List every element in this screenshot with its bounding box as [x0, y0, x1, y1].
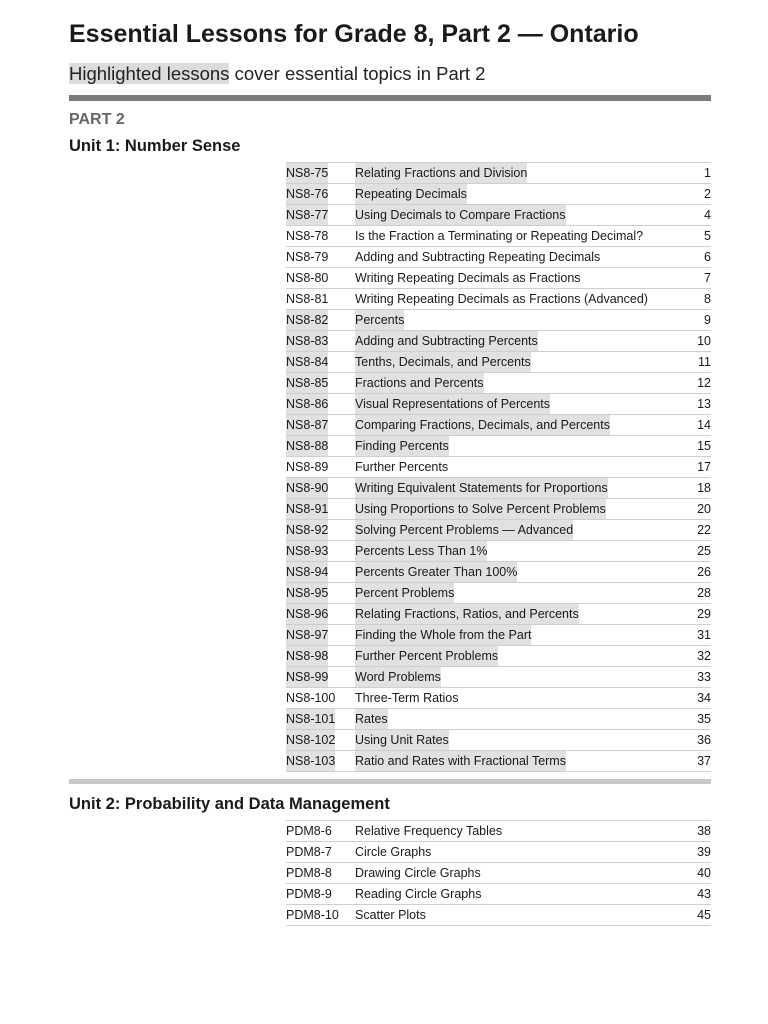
lesson-page: 11: [698, 355, 711, 369]
lesson-name: Rates: [355, 709, 388, 729]
lesson-code: NS8-75: [286, 163, 328, 183]
lesson-row: [286, 709, 711, 730]
subtitle-highlight: Highlighted lessons: [69, 63, 230, 84]
lesson-name: Relating Fractions and Division: [355, 163, 527, 183]
lesson-page: 7: [704, 271, 711, 285]
lesson-code: NS8-77: [286, 205, 328, 225]
lesson-page: 28: [697, 586, 711, 600]
unit-2-lesson-table: [286, 820, 711, 926]
lesson-row: [286, 499, 711, 520]
unit-1-lesson-table: [286, 162, 711, 772]
lesson-page: 39: [697, 845, 711, 859]
lesson-code: NS8-80: [286, 271, 329, 285]
lesson-code: PDM8-10: [286, 908, 339, 922]
lesson-row: [286, 184, 711, 205]
lesson-page: 22: [697, 523, 711, 537]
lesson-page: 37: [697, 754, 711, 768]
lesson-name: Adding and Subtracting Percents: [355, 331, 538, 351]
lesson-page: 13: [697, 397, 711, 411]
lesson-page: 14: [697, 418, 711, 432]
lesson-name: Further Percents: [355, 460, 449, 474]
lesson-code: NS8-94: [286, 562, 328, 582]
lesson-row: [286, 863, 711, 884]
lesson-page: 35: [697, 712, 711, 726]
page-subtitle: [69, 61, 485, 87]
lesson-name: Finding the Whole from the Part: [355, 625, 531, 645]
lesson-name: Word Problems: [355, 667, 441, 687]
lesson-row: [286, 205, 711, 226]
part-label: PART 2: [69, 111, 125, 128]
lesson-page: 36: [697, 733, 711, 747]
lesson-name: Finding Percents: [355, 436, 449, 456]
lesson-row: [286, 751, 711, 772]
lesson-page: 9: [704, 313, 711, 327]
lesson-code: NS8-82: [286, 310, 328, 330]
lesson-row: [286, 884, 711, 905]
lesson-page: 32: [697, 649, 711, 663]
lesson-code: NS8-84: [286, 352, 328, 372]
lesson-page: 25: [697, 544, 711, 558]
lesson-code: NS8-103: [286, 751, 335, 771]
lesson-code: NS8-97: [286, 625, 328, 645]
lesson-code: NS8-91: [286, 499, 328, 519]
lesson-row: [286, 226, 711, 247]
lesson-page: 5: [704, 229, 711, 243]
lesson-name: Percent Problems: [355, 583, 454, 603]
lesson-name: Reading Circle Graphs: [355, 887, 482, 901]
lesson-name: Comparing Fractions, Decimals, and Percents: [355, 415, 610, 435]
lesson-row: [286, 562, 711, 583]
lesson-name: Using Unit Rates: [355, 730, 449, 750]
lesson-row: [286, 310, 711, 331]
lesson-code: NS8-85: [286, 373, 328, 393]
lesson-code: NS8-78: [286, 229, 329, 243]
lesson-row: [286, 352, 711, 373]
lesson-row: [286, 541, 711, 562]
lesson-page: 29: [697, 607, 711, 621]
lesson-code: NS8-88: [286, 436, 328, 456]
lesson-page: 10: [697, 334, 711, 348]
lesson-code: NS8-92: [286, 520, 328, 540]
lesson-code: NS8-81: [286, 292, 329, 306]
lesson-row: [286, 604, 711, 625]
lesson-page: 40: [697, 866, 711, 880]
lesson-code: NS8-95: [286, 583, 328, 603]
lesson-row: [286, 730, 711, 751]
lesson-name: Fractions and Percents: [355, 373, 484, 393]
lesson-page: 18: [697, 481, 711, 495]
lesson-row: [286, 373, 711, 394]
lesson-row: [286, 394, 711, 415]
lesson-code: NS8-90: [286, 478, 328, 498]
lesson-name: Repeating Decimals: [355, 184, 467, 204]
lesson-row: [286, 331, 711, 352]
page-title: Essential Lessons for Grade 8, Part 2 — Ontario: [69, 20, 639, 48]
lesson-page: 33: [697, 670, 711, 684]
lesson-row: [286, 247, 711, 268]
lesson-page: 17: [697, 460, 711, 474]
lesson-code: NS8-76: [286, 184, 328, 204]
lesson-name: Visual Representations of Percents: [355, 394, 550, 414]
lesson-code: NS8-89: [286, 460, 329, 474]
lesson-code: NS8-83: [286, 331, 328, 351]
lesson-code: NS8-87: [286, 415, 328, 435]
lesson-name: Drawing Circle Graphs: [355, 866, 481, 880]
lesson-name: Tenths, Decimals, and Percents: [355, 352, 531, 372]
lesson-page: 4: [704, 208, 711, 222]
lesson-name: Using Decimals to Compare Fractions: [355, 205, 566, 225]
lesson-row: [286, 457, 711, 478]
lesson-row: [286, 583, 711, 604]
lesson-code: NS8-86: [286, 394, 328, 414]
lesson-code: NS8-79: [286, 250, 329, 264]
lesson-page: 1: [704, 166, 711, 180]
lesson-name: Writing Equivalent Statements for Proportions: [355, 478, 608, 498]
lesson-row: [286, 478, 711, 499]
lesson-page: 6: [704, 250, 711, 264]
lesson-name: Percents Greater Than 100%: [355, 562, 517, 582]
lesson-name: Scatter Plots: [355, 908, 426, 922]
lesson-page: 12: [697, 376, 711, 390]
unit-divider: [69, 779, 711, 784]
lesson-name: Is the Fraction a Terminating or Repeating Decimal?: [355, 229, 644, 243]
lesson-row: [286, 268, 711, 289]
lesson-row: [286, 905, 711, 926]
lesson-name: Ratio and Rates with Fractional Terms: [355, 751, 566, 771]
lesson-name: Three-Term Ratios: [355, 691, 459, 705]
lesson-name: Circle Graphs: [355, 845, 432, 859]
lesson-name: Percents Less Than 1%: [355, 541, 487, 561]
lesson-name: Adding and Subtracting Repeating Decimals: [355, 250, 601, 264]
lesson-code: NS8-98: [286, 646, 328, 666]
lesson-code: NS8-99: [286, 667, 328, 687]
lesson-page: 43: [697, 887, 711, 901]
lesson-row: [286, 625, 711, 646]
lesson-page: 38: [697, 824, 711, 838]
lesson-row: [286, 520, 711, 541]
lesson-code: NS8-93: [286, 541, 328, 561]
lesson-row: [286, 688, 711, 709]
lesson-name: Percents: [355, 310, 404, 330]
lesson-page: 31: [697, 628, 711, 642]
lesson-code: NS8-96: [286, 604, 328, 624]
lesson-name: Relative Frequency Tables: [355, 824, 503, 838]
lesson-row: [286, 436, 711, 457]
lesson-row: [286, 842, 711, 863]
lesson-name: Writing Repeating Decimals as Fractions (Advanced): [355, 292, 648, 306]
lesson-page: 34: [697, 691, 711, 705]
lesson-row: [286, 646, 711, 667]
lesson-code: PDM8-8: [286, 866, 332, 880]
lesson-page: 15: [697, 439, 711, 453]
lesson-code: PDM8-6: [286, 824, 332, 838]
lesson-name: Further Percent Problems: [355, 646, 498, 666]
lesson-row: [286, 415, 711, 436]
lesson-page: 8: [704, 292, 711, 306]
lesson-code: NS8-102: [286, 730, 335, 750]
lesson-row: [286, 163, 711, 184]
header-divider: [69, 95, 711, 101]
subtitle-text: cover essential topics in Part 2: [229, 63, 486, 84]
lesson-name: Using Proportions to Solve Percent Problems: [355, 499, 606, 519]
unit-2-title: Unit 2: Probability and Data Management: [69, 795, 390, 813]
lesson-page: 45: [697, 908, 711, 922]
lesson-row: [286, 667, 711, 688]
lesson-code: PDM8-7: [286, 845, 332, 859]
lesson-page: 2: [704, 187, 711, 201]
lesson-page: 26: [697, 565, 711, 579]
lesson-name: Relating Fractions, Ratios, and Percents: [355, 604, 579, 624]
lesson-name: Solving Percent Problems — Advanced: [355, 520, 573, 540]
lesson-name: Writing Repeating Decimals as Fractions: [355, 271, 581, 285]
lesson-code: NS8-101: [286, 709, 335, 729]
lesson-row: [286, 289, 711, 310]
lesson-code: PDM8-9: [286, 887, 332, 901]
unit-1-title: Unit 1: Number Sense: [69, 137, 241, 155]
lesson-page: 20: [697, 502, 711, 516]
lesson-row: [286, 821, 711, 842]
lesson-code: NS8-100: [286, 691, 336, 705]
